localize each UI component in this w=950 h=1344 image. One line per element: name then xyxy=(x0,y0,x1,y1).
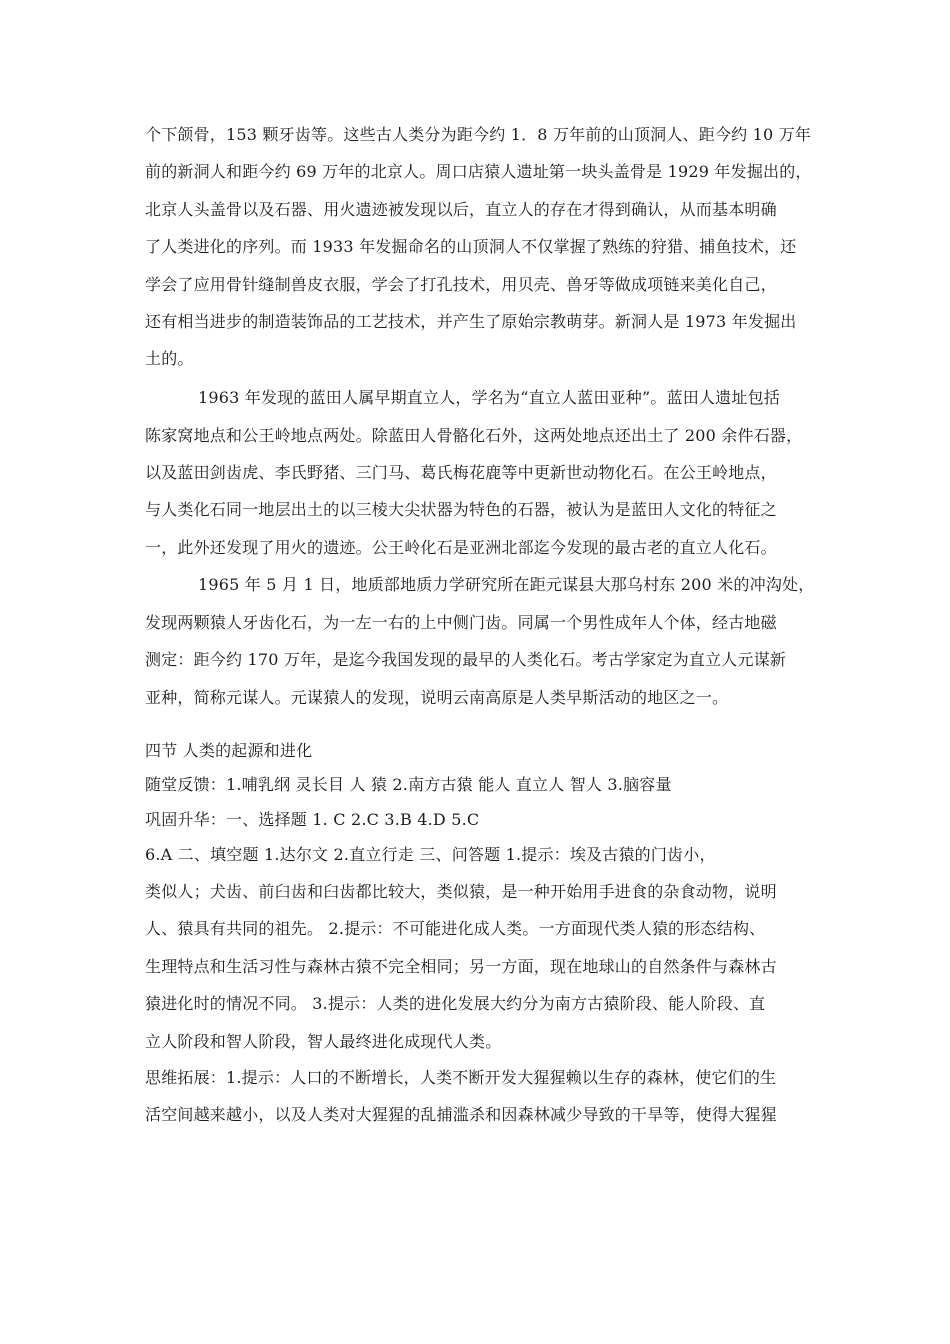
paragraph-1-line: 学会了应用骨针缝制兽皮衣服，学会了打孔技术，用贝壳、兽牙等做成项链来美化自己， xyxy=(145,275,777,294)
paragraph-3-line: 亚种，简称元谋人。元谋猿人的发现，说明云南高原是人类早斯活动的地区之一。 xyxy=(145,688,729,707)
answers-line: 类似人；犬齿、前臼齿和臼齿都比较大，类似猿，是一种开始用手进食的杂食动物，说明 xyxy=(145,882,777,901)
paragraph-2-line: 以及蓝田剑齿虎、李氏野猪、三门马、葛氏梅花鹿等中更新世动物化石。在公王岭地点， xyxy=(145,463,777,482)
paragraph-1-line: 北京人头盖骨以及石器、用火遗迹被发现以后，直立人的存在才得到确认，从而基本明确 xyxy=(145,200,777,219)
paragraph-1-line: 了人类进化的序列。而 1933 年发掘命名的山顶洞人不仅掌握了熟练的狩猎、捕鱼技术，还 xyxy=(145,237,797,256)
answers-line: 猿进化时的情况不同。 3.提示：人类的进化发展大约分为南方古猿阶段、能人阶段、直 xyxy=(145,994,766,1013)
extension-line: 活空间越来越小，以及人类对大猩猩的乱捕滥杀和因森林减少导致的干旱等，使得大猩猩 xyxy=(145,1105,777,1124)
section-title: 四节 人类的起源和进化 xyxy=(145,741,313,760)
paragraph-1-line: 个下颌骨，153 颗牙齿等。这些古人类分为距今约 1．8 万年前的山顶洞人、距今约 10 万年 xyxy=(145,125,812,144)
extension-line: 思维拓展：1.提示：人口的不断增长，人类不断开发大猩猩赖以生存的森林，使它们的生 xyxy=(145,1068,777,1087)
paragraph-2-line: 陈家窝地点和公王岭地点两处。除蓝田人骨骼化石外，这两处地点还出土了 200 余件石器， xyxy=(145,426,803,445)
consolidation-line: 巩固升华：一、选择题 1. C 2.C 3.B 4.D 5.C xyxy=(145,810,480,829)
paragraph-3-line: 1965 年 5 月 1 日，地质部地质力学研究所在距元谋县大那乌村东 200 米的冲沟处， xyxy=(198,575,815,594)
paragraph-2-line: 1963 年发现的蓝田人属早期直立人，学名为“直立人蓝田亚种”。蓝田人遗址包括 xyxy=(198,388,780,407)
paragraph-1-line: 前的新洞人和距今约 69 万年的北京人。周口店猿人遗址第一块头盖骨是 1929 年发掘出的， xyxy=(145,162,812,181)
answers-line: 6.A 二、填空题 1.达尔文 2.直立行走 三、问答题 1.提示：埃及古猿的门齿小， xyxy=(145,845,716,864)
paragraph-3-line: 测定：距今约 170 万年，是迄今我国发现的最早的人类化石。考古学家定为直立人元谋新 xyxy=(145,650,787,669)
paragraph-1-line: 土的。 xyxy=(145,349,194,368)
paragraph-1-line: 还有相当进步的制造装饰品的工艺技术，并产生了原始宗教萌芽。新洞人是 1973 年发掘出 xyxy=(145,312,797,331)
paragraph-2-line: 与人类化石同一地层出土的以三棱大尖状器为特色的石器，被认为是蓝田人文化的特征之 xyxy=(145,500,777,519)
feedback-line: 随堂反馈：1.哺乳纲 灵长目 人 猿 2.南方古猿 能人 直立人 智人 3.脑容量 xyxy=(145,775,672,794)
paragraph-3-line: 发现两颗猿人牙齿化石，为一左一右的上中侧门齿。同属一个男性成年人个体，经古地磁 xyxy=(145,613,777,632)
answers-line: 生理特点和生活习性与森林古猿不完全相同；另一方面，现在地球山的自然条件与森林古 xyxy=(145,957,777,976)
paragraph-2-line: 一，此外还发现了用火的遗迹。公王岭化石是亚洲北部迄今发现的最古老的直立人化石。 xyxy=(145,538,777,557)
answers-line: 人、猿具有共同的祖先。 2.提示：不可能进化成人类。一方面现代类人猿的形态结构、 xyxy=(145,919,766,938)
answers-line: 立人阶段和智人阶段，智人最终进化成现代人类。 xyxy=(145,1032,502,1051)
